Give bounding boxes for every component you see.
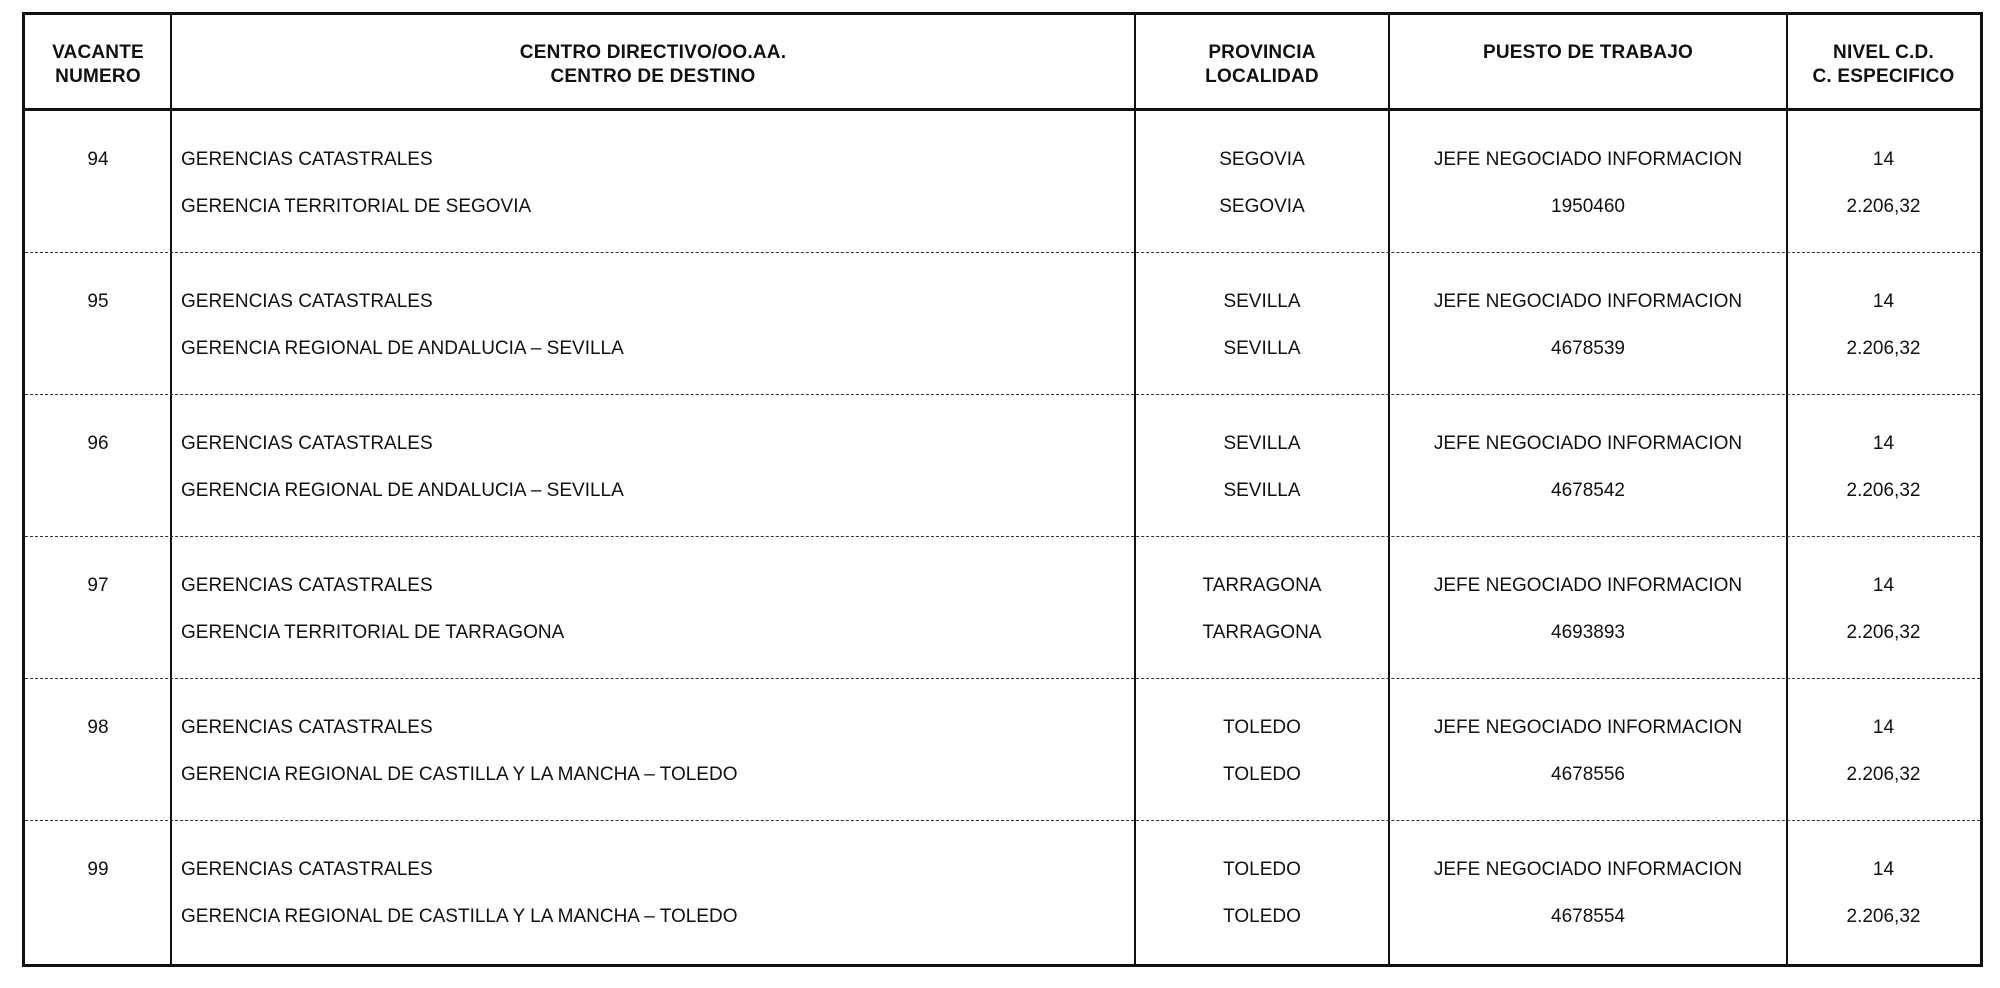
header-provincia (1135, 15, 1389, 108)
complemento-especifico: 2.206,32 (1846, 906, 1921, 927)
nivel-cd: 14 (1872, 291, 1895, 312)
provincia: SEGOVIA (1219, 149, 1305, 170)
localidad: TARRAGONA (1202, 622, 1322, 643)
vacancies-table (22, 12, 1983, 967)
puesto-codigo: 4678554 (1551, 906, 1625, 927)
vacante-numero: 96 (87, 433, 109, 454)
complemento-especifico: 2.206,32 (1846, 196, 1921, 217)
centro-directivo: GERENCIAS CATASTRALES (181, 291, 433, 312)
header-nivel-line2: C. ESPECIFICO (1812, 66, 1955, 87)
header-vacante (25, 15, 171, 108)
localidad: TOLEDO (1223, 906, 1301, 927)
header-provincia-line1: PROVINCIA (1208, 42, 1316, 63)
localidad: SEVILLA (1223, 338, 1301, 359)
complemento-especifico: 2.206,32 (1846, 338, 1921, 359)
centro-destino: GERENCIA TERRITORIAL DE SEGOVIA (181, 196, 532, 217)
puesto-trabajo: JEFE NEGOCIADO INFORMACION (1433, 149, 1743, 170)
header-centro-line2: CENTRO DE DESTINO (550, 66, 756, 87)
centro-destino: GERENCIA REGIONAL DE ANDALUCIA – SEVILLA (181, 480, 624, 501)
nivel-cd: 14 (1872, 575, 1895, 596)
centro-directivo: GERENCIAS CATASTRALES (181, 859, 433, 880)
vacante-numero: 94 (87, 149, 109, 170)
centro-directivo: GERENCIAS CATASTRALES (181, 433, 433, 454)
nivel-cd: 14 (1872, 859, 1895, 880)
puesto-trabajo: JEFE NEGOCIADO INFORMACION (1433, 291, 1743, 312)
centro-directivo: GERENCIAS CATASTRALES (181, 575, 433, 596)
header-puesto (1389, 15, 1787, 108)
header-vacante-line2: NUMERO (55, 66, 141, 87)
complemento-especifico: 2.206,32 (1846, 480, 1921, 501)
puesto-codigo: 4678556 (1551, 764, 1625, 785)
puesto-codigo: 4693893 (1551, 622, 1625, 643)
header-provincia-line2: LOCALIDAD (1205, 66, 1319, 87)
complemento-especifico: 2.206,32 (1846, 764, 1921, 785)
puesto-codigo: 4678539 (1551, 338, 1625, 359)
centro-destino: GERENCIA REGIONAL DE ANDALUCIA – SEVILLA (181, 338, 624, 359)
puesto-trabajo: JEFE NEGOCIADO INFORMACION (1433, 859, 1743, 880)
table-row (25, 679, 1980, 821)
header-vacante-line1: VACANTE (52, 42, 144, 63)
centro-destino: GERENCIA REGIONAL DE CASTILLA Y LA MANCHA – TOLEDO (181, 906, 738, 927)
complemento-especifico: 2.206,32 (1846, 622, 1921, 643)
nivel-cd: 14 (1872, 717, 1895, 738)
nivel-cd: 14 (1872, 149, 1895, 170)
header-nivel-line1: NIVEL C.D. (1833, 42, 1934, 63)
localidad: TOLEDO (1223, 764, 1301, 785)
table-row (25, 253, 1980, 395)
centro-destino: GERENCIA REGIONAL DE CASTILLA Y LA MANCHA – TOLEDO (181, 764, 738, 785)
puesto-trabajo: JEFE NEGOCIADO INFORMACION (1433, 575, 1743, 596)
table-row (25, 537, 1980, 679)
table-row (25, 111, 1980, 253)
provincia: TOLEDO (1223, 717, 1301, 738)
header-centro (171, 15, 1135, 108)
provincia: SEVILLA (1223, 433, 1301, 454)
nivel-cd: 14 (1872, 433, 1895, 454)
table-row (25, 821, 1980, 963)
puesto-codigo: 1950460 (1551, 196, 1625, 217)
header-nivel (1787, 15, 1980, 108)
header-centro-line1: CENTRO DIRECTIVO/OO.AA. (519, 42, 787, 63)
vacante-numero: 98 (87, 717, 109, 738)
centro-directivo: GERENCIAS CATASTRALES (181, 717, 433, 738)
localidad: SEVILLA (1223, 480, 1301, 501)
centro-destino: GERENCIA TERRITORIAL DE TARRAGONA (181, 622, 565, 643)
localidad: SEGOVIA (1219, 196, 1305, 217)
puesto-trabajo: JEFE NEGOCIADO INFORMACION (1433, 717, 1743, 738)
vacante-numero: 99 (87, 859, 109, 880)
header-puesto-line1: PUESTO DE TRABAJO (1483, 42, 1693, 63)
provincia: TOLEDO (1223, 859, 1301, 880)
table-row (25, 395, 1980, 537)
vacante-numero: 97 (87, 575, 109, 596)
provincia: TARRAGONA (1202, 575, 1322, 596)
provincia: SEVILLA (1223, 291, 1301, 312)
vacante-numero: 95 (87, 291, 109, 312)
table-header (25, 15, 1980, 111)
centro-directivo: GERENCIAS CATASTRALES (181, 149, 433, 170)
puesto-trabajo: JEFE NEGOCIADO INFORMACION (1433, 433, 1743, 454)
puesto-codigo: 4678542 (1551, 480, 1625, 501)
